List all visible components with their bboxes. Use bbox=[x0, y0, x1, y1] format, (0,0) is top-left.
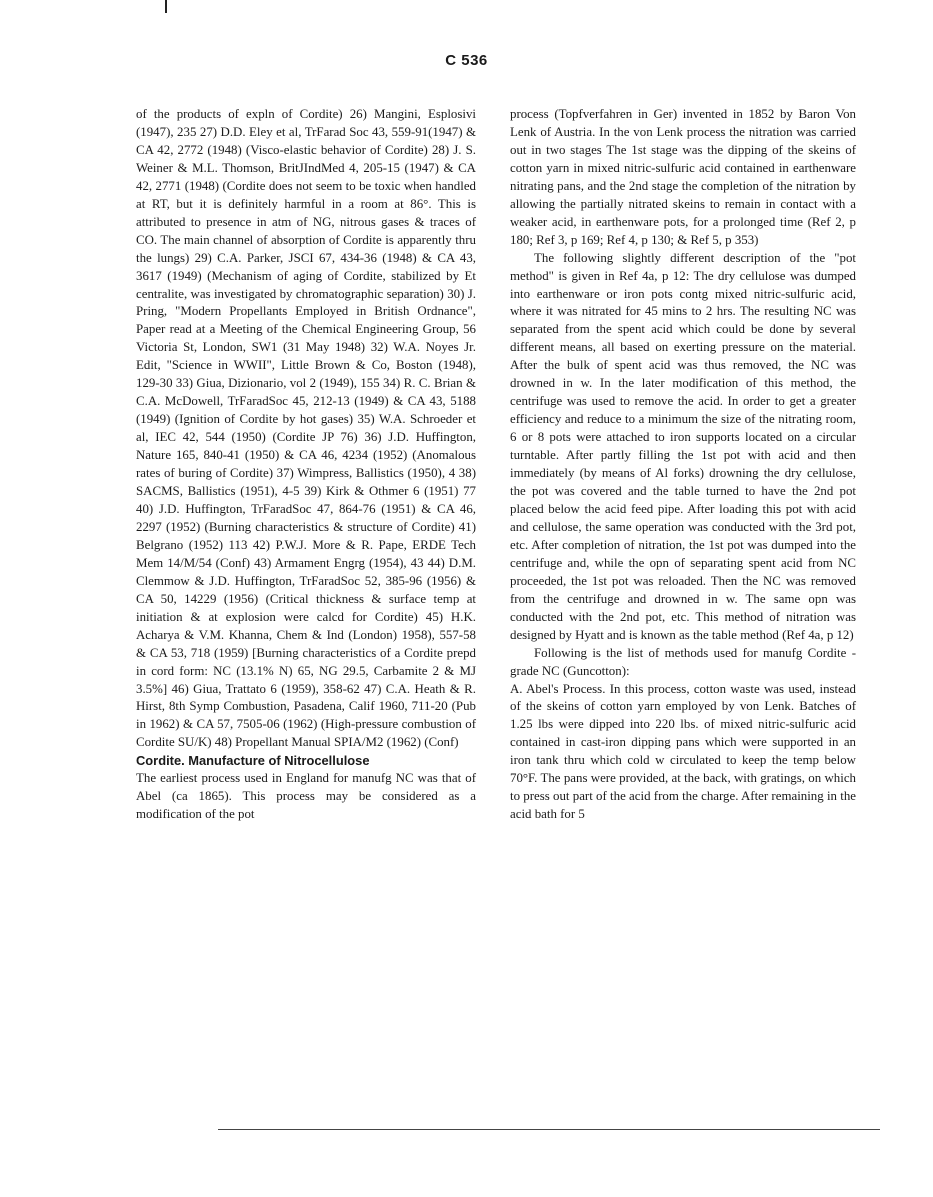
manufacture-intro-paragraph: The earliest process used in England for manufg NC was that of Abel (ca 1865). This process may be considered as a modification of the pot bbox=[136, 771, 476, 822]
methods-list-intro: Following is the list of methods used for manufg Cordite - grade NC (Guncotton): bbox=[510, 645, 856, 678]
page-number: C 536 bbox=[445, 52, 488, 69]
abel-process-paragraph: A. Abel's Process. In this process, cotton waste was used, instead of the skeins of cotton yarn employed by von Lenk. Batches of 1.25 lbs were dipped into 220 lbs. of mixed nitric-sulfuric acid contained in cast-iron dipping pans which were supported in an iron tank thru which cold w circulated to keep the temp below 70°F. The pans were provided, at the back, with gratings, on which to press out part of the acid from the charge. After remaining in the acid bath for 5 bbox=[510, 681, 856, 822]
section-heading: Cordite. Manufacture of Nitrocellulose bbox=[136, 753, 370, 769]
von-lenk-process-paragraph: process (Topfverfahren in Ger) invented in 1852 by Baron Von Lenk of Austria. In the von Lenk process the nitration was carried out in two stages The 1st stage was the dipping of the skeins of cotton yarn in mixed nitric-sulfuric acid contained in earthenware nitrating pans, and the 2nd stage the completion of the nitration by allowing the partially nitrated skeins to remain in contact with a weaker acid, in earthenware pots, for a prolonged time (Ref 2, p 180; Ref 3, p 169; Ref 4, p 130; & Ref 5, p 353) bbox=[510, 107, 856, 247]
margin-tick-mark bbox=[165, 0, 167, 13]
left-column bbox=[136, 106, 476, 824]
footer-rule bbox=[218, 1129, 880, 1130]
pot-method-paragraph: The following slightly different description of the "pot method" is given in Ref 4a, p 12: The dry cellulose was dumped into earthenware or iron pots contg mixed nitric-sulfuric acid, where it was nitrated for 45 mins to 2 hrs. The resulting NC was separated from the spent acid which could be done by several different means, all based on exerting pressure on the material. After the bulk of spent acid was thus removed, the NC was drowned in w. In the later modification of this method, the centrifuge was used to remove the acid. In order to get a greater efficiency and reduce to a minimum the size of the nitrating room, 6 or 8 pots were attached to iron supports located on a circular turntable. After partly filling the 1st pot with acid and then immediately (by means of Al forks) drowning the dry cellulose, the pot was covered and the table turned to have the 2nd pot placed below the acid feed pipe. After loading this pot with acid and cellulose, the same operation was conducted with the 3rd pot, etc. After completion of nitration, the 1st pot was dumped into the centrifuge and, while the opn of separating spent acid from NC proceeded, the 1st pot was reloaded. Then the NC was removed from the centrifuge and drowned in w. The same opn was conducted with the 2nd pot, etc. This method of nitration was designed by Hyatt and is known as the table method (Ref 4a, p 12) bbox=[510, 250, 856, 642]
references-paragraph: of the products of expln of Cordite) 26) Mangini, Esplosivi (1947), 235 27) D.D. Eley et al, TrFarad Soc 43, 559-91(1947) & CA 42, 2772 (1948) (Visco-elastic behavior of Cordite) 28) J. S. Weiner & M.L. Thomson, BritJIndMed 4, 205-15 (1947) & CA 42, 2771 (1948) (Cordite does not seem to be toxic when handled at RT, but it is definitely harmful in a room at 86°. This is attributed to presence in atm of NG, nitrous gases & traces of CO. The main channel of absorption of Cordite is apparently thru the lungs) 29) C.A. Parker, JSCI 67, 434-36 (1948) & CA 43, 3617 (1949) (Mechanism of aging of Cordite, stabilized by Et centralite, was investigated by chromatographic separation) 30) J. Pring, "Modern Propellants Employed in British Ordnance", Paper read at a Meeting of the Chemical Engineering Group, 56 Victoria St, London, SW1 (31 May 1948) 32) W.A. Noyes Jr. Edit, "Science in WWII", Little Brown & Co, Boston (1948), 129-30 33) Giua, Dizionario, vol 2 (1949), 155 34) R. C. Brian & C.A. McDowell, TrFaradSoc 45, 212-13 (1949) & CA 43, 5188 (1949) (Ignition of Cordite by hot gases) 35) W.A. Schroeder et al, IEC 42, 544 (1950) (Cordite JP 76) 36) J.D. Huffington, Nature 165, 840-41 (1950) & CA 46, 4234 (1952) (Anomalous rates of buring of Cordite) 37) Wimpress, Ballistics (1950), 4 38) SACMS, Ballistics (1951), 4-5 39) Kirk & Othmer 6 (1951) 77 40) J.D. Huffington, TrFaradSoc 47, 864-76 (1951) & CA 46, 2297 (1952) (Burning characteristics & structure of Cordite) 41) Belgrano (1952) 113 42) P.W.J. More & R. Pape, ERDE Tech Mem 14/M/54 (Conf) 43) Armament Engrg (1954), 43 44) D.M. Clemmow & J.D. Huffington, TrFaradSoc 52, 385-96 (1956) & CA 50, 14229 (1956) (Critical thickness & surface temp at initiation & at explosion were calcd for Cordite) 45) H.K. Acharya & V.M. Khanna, Chem & Ind (London) 1958), 557-58 & CA 53, 718 (1959) [Burning characteristics of a Cordite prepd in cord form: NC (13.1% N) 65, NG 29.5, Carbamite 2 & MJ 3.5%] 46) Giua, Trattato 6 (1959), 358-62 47) C.A. Heath & R. Hirst, 8th Symp Combustion, Pasadena, Calif 1960, 711-20 (Pub in 1962) & CA 57, 7505-06 (1962) (High-pressure combustion of Cordite SU/K) 48) Propellant Manual SPIA/M2 (1962) (Conf) bbox=[136, 107, 476, 750]
right-column bbox=[510, 106, 856, 824]
